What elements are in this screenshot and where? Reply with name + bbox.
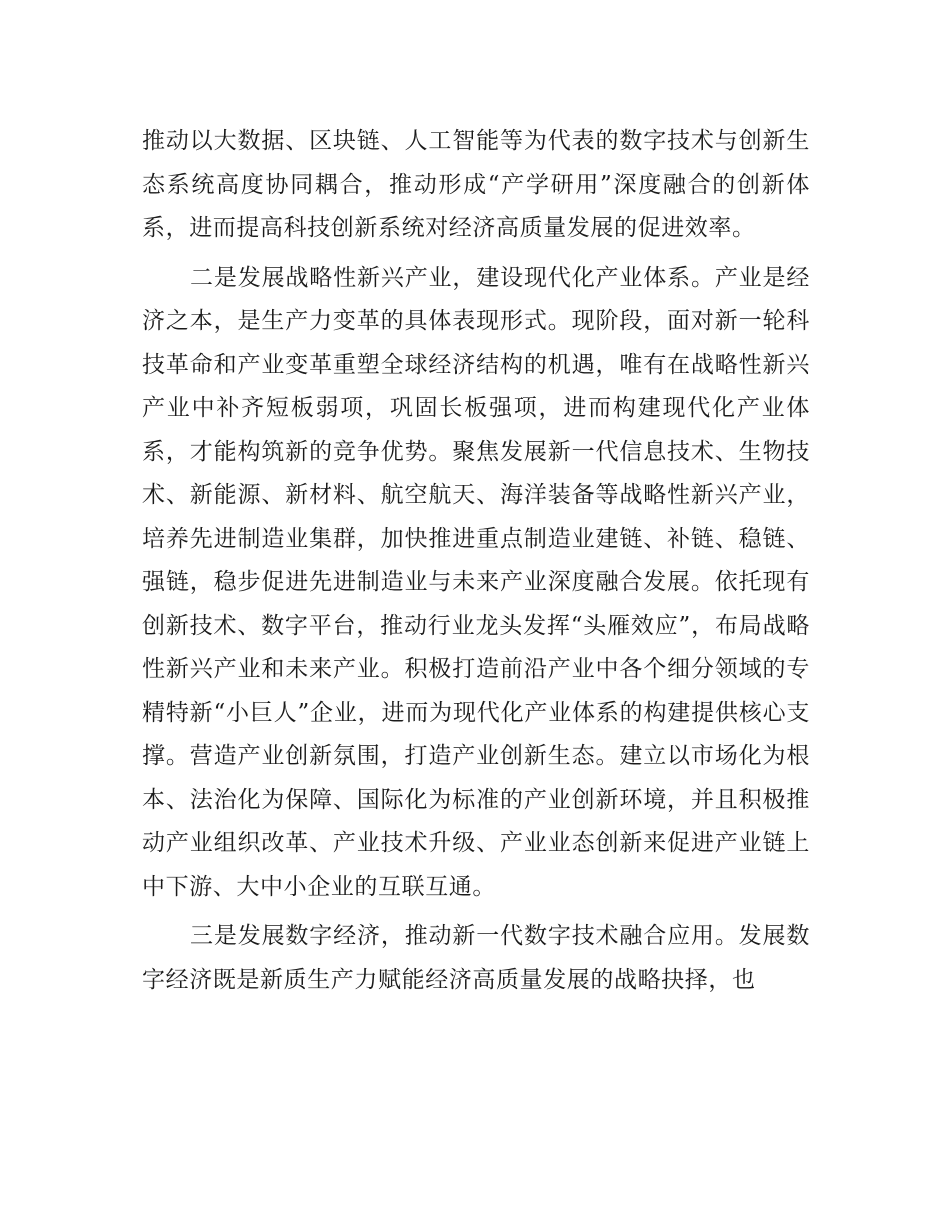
paragraph-digital-economy: 三是发展数字经济，推动新一代数字技术融合应用。发展数字经济既是新质生产力赋能经济高质量发展的战略抉择，也 (142, 923, 810, 993)
paragraph-strategic-emerging-industries: 二是发展战略性新兴产业，建设现代化产业体系。产业是经济之本，是生产力变革的具体表现形式。现阶段，面对新一轮科技革命和产业变革重塑全球经济结构的机遇，唯有在战略性新兴产业中补齐短板弱项，巩固长板强项，进而构建现代化产业体系，才能构筑新的竞争优势。聚焦发展新一代信息技术、生物技术、新能源、新材料、航空航天、海洋装备等战略性新兴产业，培养先进制造业集群，加快推进重点制造业建链、补链、稳链、强链，稳步促进先进制造业与未来产业深度融合发展。依托现有创新技术、数字平台，推动行业龙头发挥“头雁效应”，布局战略性新兴产业和未来产业。积极打造前沿产业中各个细分领域的专精特新“小巨人”企业，进而为现代化产业体系的构建提供核心支撑。营造产业创新氛围，打造产业创新生态。建立以市场化为根本、法治化为保障、国际化为标准的产业创新环境，并且积极推动产业组织改革、产业技术升级、产业业态创新来促进产业链上中下游、大中小企业的互联互通。 (142, 264, 810, 900)
paragraph-continuation: 推动以大数据、区块链、人工智能等为代表的数字技术与创新生态系统高度协同耦合，推动形成“产学研用”深度融合的创新体系，进而提高科技创新系统对经济高质量发展的促进效率。 (142, 128, 810, 241)
document-body (142, 120, 810, 1002)
